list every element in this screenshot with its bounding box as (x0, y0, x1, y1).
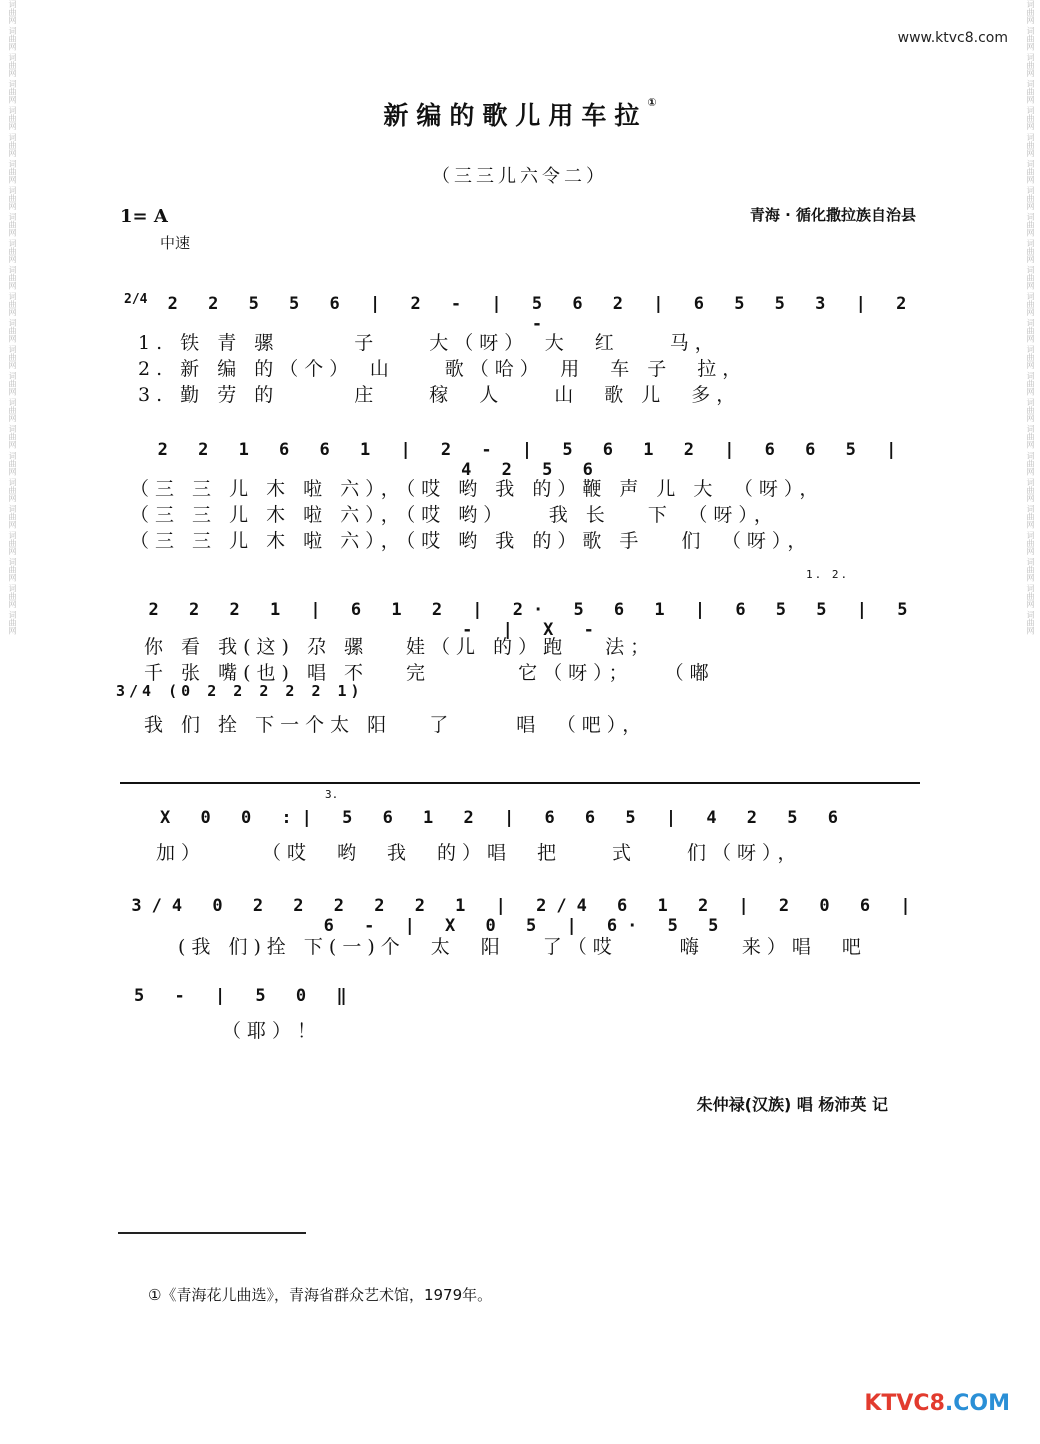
lyric-line: 1. 铁 青 骡 子 大（呀） 大 红 马， (138, 332, 720, 354)
key-signature: 1= A (120, 206, 168, 227)
lyric-line: 3. 勤 劳 的 庄 稼 人 山 歌 儿 多， (138, 384, 742, 406)
inset-notation: 3/4 (0 2 2 2 2 2 1) (116, 682, 364, 700)
performer-credit: 朱仲禄(汉族) 唱 杨沛英 记 (696, 1095, 888, 1114)
footnote: ①《青海花儿曲选》，青海省群众艺术馆，1979年。 (148, 1286, 493, 1304)
score-row-4 (120, 782, 920, 864)
notation-line: 2 2 2 1 | 6 1 2 | 2· 5 6 1 | 6 5 5 | 5 - | X - (148, 600, 918, 640)
time-signature: 2/4 (124, 292, 148, 307)
tempo-marking: 中速 (160, 234, 191, 252)
notation-line: X 0 0 :| 5 6 1 2 | 6 6 5 | 4 2 5 6 (160, 808, 848, 828)
footnote-mark: ① (647, 96, 657, 109)
volta-label: 1. 2. (806, 568, 850, 581)
site-logo[interactable] (864, 1391, 1010, 1416)
lyric-line: （三 三 儿 木 啦 六），（哎 哟 我 的）歌 手 们 （呀）， (130, 530, 813, 552)
lyric-line: 加） （哎 哟 我 的）唱 把 式 们（呀）， (156, 842, 803, 864)
song-title (0, 96, 1040, 132)
side-watermark-right: 词曲网 词曲网 词曲网 词曲网 词曲网 词曲网 词曲网 词曲网 词曲网 词曲网 词曲网 词曲网 词曲网 词曲网 词曲网 词曲网 词曲网 词曲网 词曲网 词曲网 词曲网 词曲网 词曲网 词曲网 (1026, 0, 1035, 635)
logo-part-com: .COM (944, 1391, 1010, 1416)
song-title-text: 新编的歌儿用车拉 (383, 101, 648, 130)
notation-line: 5 - | 5 0 ‖ (134, 986, 357, 1006)
notation-line: 2 2 5 5 6 | 2 - | 5 6 2 | 6 5 5 3 | 2 - (167, 294, 917, 334)
notation-line: 2 2 1 6 6 1 | 2 - | 5 6 1 2 | 6 6 5 | 4 2 5 6 (157, 440, 907, 480)
lyric-line: （三 三 儿 木 啦 六），（哎 哟 我 的）鞭 声 儿 大 （呀）， (130, 478, 825, 500)
lyric-line: 千 张 嘴(也) 唱 不 完 它（呀）； （嘟 (144, 662, 715, 684)
logo-part-ktvc8: KTVC8 (864, 1391, 945, 1416)
side-watermark-left: 词曲网 词曲网 词曲网 词曲网 词曲网 词曲网 词曲网 词曲网 词曲网 词曲网 词曲网 词曲网 词曲网 词曲网 词曲网 词曲网 词曲网 词曲网 词曲网 词曲网 词曲网 词曲网 词曲网 词曲网 (8, 0, 17, 635)
lyric-line: （三 三 儿 木 啦 六），（哎 哟） 我 长 下 （呀）， (130, 504, 779, 526)
lyric-line: 2. 新 编 的（个） 山 歌（哈） 用 车 子 拉， (138, 358, 748, 380)
volta-label: 3. (325, 788, 339, 801)
notation-line: 3/4 0 2 2 2 2 2 1 | 2/4 6 1 2 | 2 0 6 | 6 - | X 0 5 | 6· 5 5 (131, 896, 921, 936)
site-url[interactable]: www.ktvc8.com (897, 30, 1008, 46)
lyric-line: 你 看 我(这) 尕 骡 娃（儿 的）跑 法； (144, 636, 656, 658)
footnote-divider (118, 1232, 306, 1234)
lyric-line: （耶）！ (222, 1020, 323, 1042)
song-subtitle: （三三儿六令二） (432, 166, 608, 187)
song-region: 青海 · 循化撒拉族自治县 (749, 206, 916, 224)
lyric-line: 我 们 拴 下一个太 阳 了 唱 （吧）， (144, 714, 648, 736)
lyric-line: (我 们)拴 下(一)个 太 阳 了（哎 嗨 来）唱 吧 (178, 936, 867, 958)
